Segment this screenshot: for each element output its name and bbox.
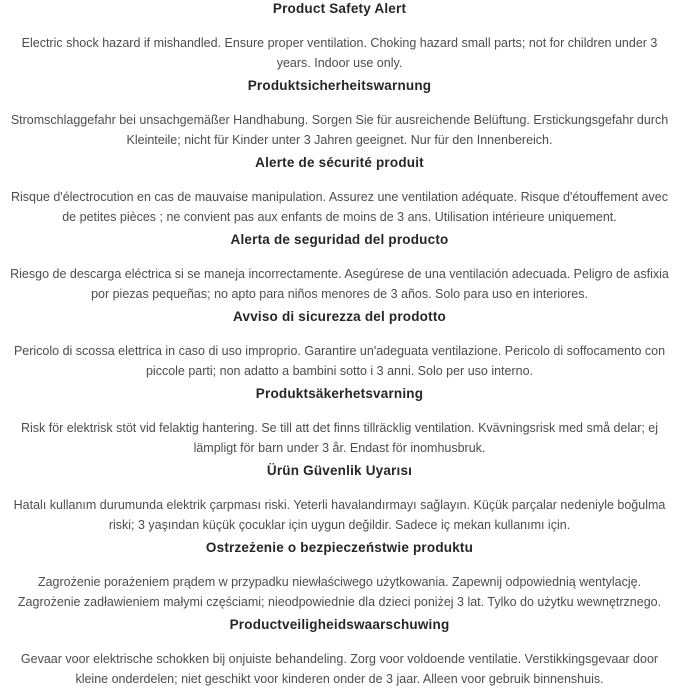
safety-heading-it: Avviso di sicurezza del prodotto <box>233 309 446 324</box>
safety-section-en <box>6 2 673 73</box>
safety-section-pl <box>6 541 673 612</box>
safety-heading-fr: Alerte de sécurité produit <box>255 155 424 170</box>
safety-heading-sv: Produktsäkerhetsvarning <box>255 386 424 401</box>
safety-section-sv <box>6 387 673 458</box>
safety-body-pl: Zagrożenie porażeniem prądem w przypadku niewłaściwego użytkowania. Zapewnij odpowiednią wentylację. Zagrożenie zadławieniem małymi częściami; nieodpowiednie dla dzieci poniżej 3 lat. Tylko do użytku wewnętrznego. <box>17 575 662 609</box>
safety-body-it: Pericolo di scossa elettrica in caso di uso improprio. Garantire un'adeguata ventilazione. Pericolo di soffocamento con piccole parti; non adatto a bambini sotto i 3 anni. Solo per uso interno. <box>13 344 666 378</box>
safety-body-fr: Risque d'électrocution en cas de mauvaise manipulation. Assurez une ventilation adéquate. Risque d'étouffement avec de petites pièces ; ne convient pas aux enfants de moins de 3 ans. Utilisation intérieure uniquement. <box>10 190 669 224</box>
safety-heading-tr: Ürün Güvenlik Uyarısı <box>266 463 413 478</box>
safety-body-tr: Hatalı kullanım durumunda elektrik çarpması riski. Yeterli havalandırmayı sağlayın. Küçük parçalar nedeniyle boğulma riski; 3 yaşından küçük çocuklar için uygun değildir. Sadece iç mekan kullanımı için. <box>13 498 666 532</box>
safety-body-en: Electric shock hazard if mishandled. Ensure proper ventilation. Choking hazard small parts; not for children under 3 years. Indoor use only. <box>21 36 658 70</box>
safety-section-it <box>6 310 673 381</box>
safety-heading-nl: Productveiligheidswaarschuwing <box>229 617 450 632</box>
safety-body-sv: Risk för elektrisk stöt vid felaktig hantering. Se till att det finns tillräcklig ventilation. Kvävningsrisk med små delar; ej lämpligt för barn under 3 år. Endast för inomhusbruk. <box>20 421 659 455</box>
safety-heading-de: Produktsicherheitswarnung <box>247 78 432 93</box>
safety-section-tr <box>6 464 673 535</box>
safety-heading-pl: Ostrzeżenie o bezpieczeństwie produktu <box>205 540 474 555</box>
safety-heading-es: Alerta de seguridad del producto <box>230 232 449 247</box>
safety-body-de: Stromschlaggefahr bei unsachgemäßer Handhabung. Sorgen Sie für ausreichende Belüftung. Erstickungsgefahr durch Kleinteile; nicht für Kinder unter 3 Jahren geeignet. Nur für den Innenbereich. <box>10 113 669 147</box>
safety-body-es: Riesgo de descarga eléctrica si se maneja incorrectamente. Asegúrese de una ventilación adecuada. Peligro de asfixia por piezas pequeñas; no apto para niños menores de 3 años. Solo para uso en interiores. <box>10 267 669 301</box>
safety-section-es <box>6 233 673 304</box>
safety-section-fr <box>6 156 673 227</box>
safety-section-de <box>6 79 673 150</box>
safety-section-nl <box>6 618 673 689</box>
safety-heading-en: Product Safety Alert <box>272 1 407 16</box>
safety-body-nl: Gevaar voor elektrische schokken bij onjuiste behandeling. Zorg voor voldoende ventilatie. Verstikkingsgevaar door kleine onderdelen; niet geschikt voor kinderen onder de 3 jaar. Alleen voor gebruik binnenshuis. <box>20 652 659 686</box>
